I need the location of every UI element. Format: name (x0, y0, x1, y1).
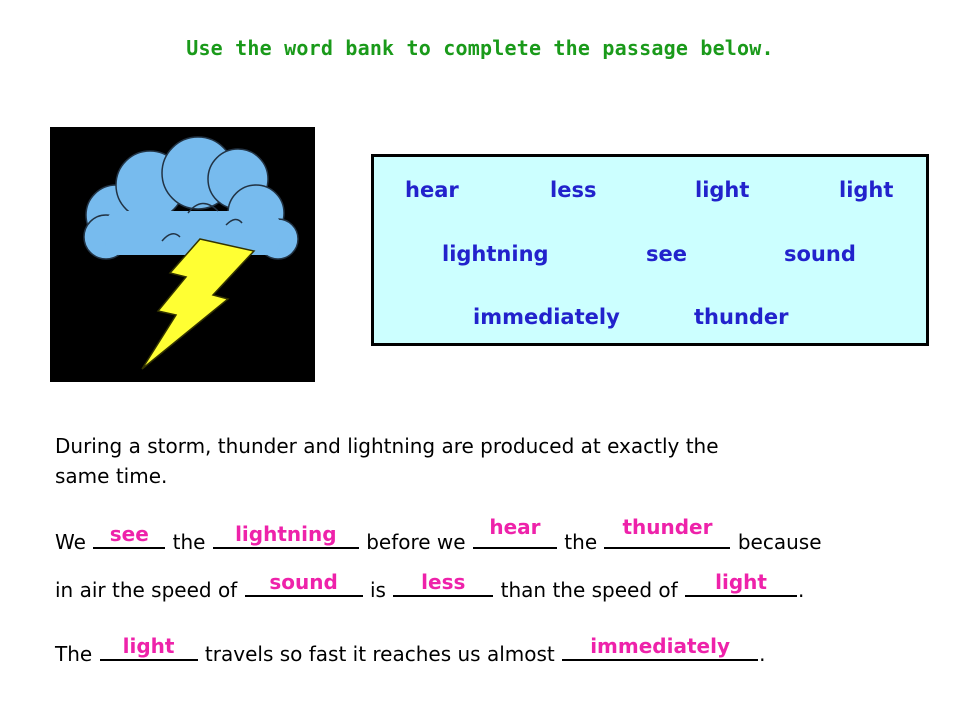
answer-word: thunder (622, 515, 713, 539)
answer-word: hear (489, 515, 541, 539)
answer-word: sound (269, 570, 338, 594)
passage-text: before we (366, 530, 466, 554)
word-bank-word: hear (405, 178, 459, 202)
word-bank-word: lightning (442, 242, 549, 266)
passage-text: . (759, 642, 766, 666)
passage-sentence-3 (55, 634, 766, 666)
passage-text: in air the speed of (55, 578, 238, 602)
answer-blank (213, 522, 359, 549)
storm-cloud-lightning-icon (50, 127, 315, 382)
word-bank (371, 154, 929, 346)
answer-blank (604, 515, 730, 549)
passage-sentence-2 (55, 570, 805, 602)
passage-text: than the speed of (500, 578, 678, 602)
answer-blank (100, 634, 198, 661)
word-bank-word: sound (784, 242, 856, 266)
answer-word: less (421, 570, 466, 594)
word-bank-word: light (839, 178, 894, 202)
passage-sentence-1 (55, 515, 822, 554)
passage-text: because (737, 530, 822, 554)
word-bank-word: see (646, 242, 687, 266)
word-bank-word: light (695, 178, 750, 202)
passage-intro-line-2: same time. (55, 464, 168, 488)
answer-blank (393, 570, 493, 597)
passage-intro-line-1: During a storm, thunder and lightning are produced at exactly the (55, 434, 719, 458)
passage-text: the (564, 530, 598, 554)
passage-text: travels so fast it reaches us almost (204, 642, 555, 666)
passage-text: . (798, 578, 805, 602)
answer-word: see (109, 522, 149, 546)
passage-text: the (172, 530, 206, 554)
word-bank-word: immediately (473, 305, 620, 329)
answer-word: light (715, 570, 767, 594)
passage-text: is (369, 578, 386, 602)
answer-blank (562, 634, 758, 661)
storm-illustration (50, 127, 315, 382)
answer-blank (473, 515, 557, 549)
answer-word: immediately (590, 634, 730, 658)
answer-word: light (122, 634, 175, 658)
answer-word: lightning (235, 522, 337, 546)
passage-text: The (55, 642, 93, 666)
answer-blank (93, 522, 165, 549)
word-bank-word: thunder (694, 305, 789, 329)
answer-blank (685, 570, 797, 597)
answer-blank (245, 570, 363, 597)
passage-text: We (55, 530, 86, 554)
word-bank-word: less (550, 178, 597, 202)
instruction-heading: Use the word bank to complete the passage below. (186, 36, 774, 60)
